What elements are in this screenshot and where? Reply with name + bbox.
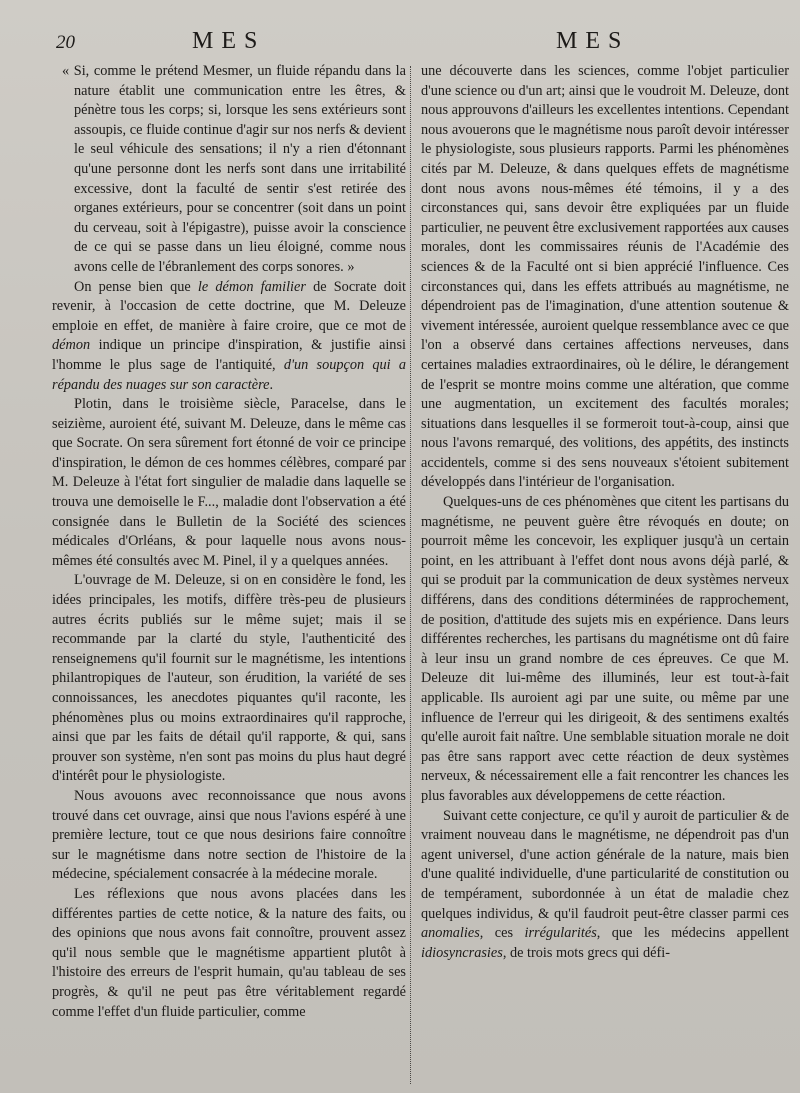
right-column	[421, 62, 789, 963]
italic-run: d'un soupçon qui a répandu des nuages sur son caractère	[52, 356, 406, 393]
italic-run: anomalies	[421, 925, 480, 942]
text-run: indique un principe d'inspiration, & justifie ainsi l'homme le plus sage de l'antiquité,	[52, 337, 406, 373]
text-run: , que les médecins appellent	[596, 925, 789, 942]
running-header	[0, 28, 800, 56]
italic-run: irrégularités	[524, 925, 597, 942]
text-run: de Socrate doit revenir, à l'occasion de cette doctrine, que M. Deleuze emploie en effet, de manière à faire croire, que ce mot de	[52, 278, 406, 334]
text-run: , ces	[479, 925, 525, 942]
paragraph-continued: une découverte dans les sciences, comme l'objet particulier d'une science ou d'un art; ainsi que le voudroit M. Deleuze, dont nous approuvons d'ailleurs les excellentes intentions. Cependant nous avouerons que le magnétisme nous paroît devoir intéresser le physiologiste, sous plusieurs rapports. Parmi les phénomènes cités par M. Deleuze, & dans quelques effets de magnétisme dont nous avons nous-mêmes été témoins, il y a des circonstances qui, sans devoir être expliquées par un fluide particulier, ne peuvent être exclusivement rapportées aux causes morales, dont les commissaires réunis de l'Académie des sciences & de la Faculté ont si bien apprécié l'influence. Ces circonstances qui, dans les effets attribués au magnétisme, ne dépendroient pas de l'imagination, d'une attention soutenue & vivement intéressée, auroient quelque ressemblance avec ce que l'on a observé dans certaines affections nerveuses, dans certaines maladies extraordinaires, où le délire, le dérangement de l'esprit se montre moins comme une altération, que comme une augmentation, un excitement des facultés morales; situations dans lesquelles il se formeroit tout-à-coup, ainsi que nous l'avons remarqué, des volitions, des appétits, des instincts accidentels, comme si des sens nouveaux s'étoient subitement développés dans l'intérieur de l'organisation.	[421, 63, 789, 491]
text-run: On pense bien que	[74, 278, 198, 295]
italic-run: le démon familier	[197, 278, 306, 295]
italic-run: idiosyncrasies	[421, 944, 503, 961]
running-title-right: MES	[556, 28, 630, 54]
italic-run: démon	[52, 337, 91, 354]
left-column	[52, 62, 406, 1022]
text-run: .	[269, 376, 274, 393]
paragraph: Les réflexions que nous avons placées dans les différentes parties de cette notice, & la nature des faits, ou des opinions que nous avons fait connoître, prouvent assez qu'il nous semble que le magnétisme appartient plutôt à l'histoire des erreurs de l'esprit humain, qu'au tableau de ses progrès, & qu'il ne peut pas être véritablement regardé comme l'effet d'un fluide particulier, comme	[52, 885, 406, 1020]
text-run: Suivant cette conjecture, ce qu'il y auroit de particulier & de vraiment nouveau dans le magnétisme, ne dépendroit pas d'un agent universel, d'une action générale de la nature, mais bien d'une qualité individuelle, d'une particularité de constitution ou de tempérament, subordonnée à un état de maladie chez quelques individus, & qu'il faudroit peut-être classer parmi ces	[421, 807, 789, 922]
paragraph	[421, 807, 789, 964]
paragraph: L'ouvrage de M. Deleuze, si on en considère le fond, les idées principales, les motifs, diffère très-peu de plusieurs autres écrits publiés sur le même sujet; mais il se recommande par la clarté du style, l'authenticité des renseignemens qu'il fournit sur le magnétisme, les intentions philantropiques de l'auteur, son érudition, la variété de ses connoissances, les anecdotes piquantes qu'il raconte, les phénomènes plus ou moins extraordinaires qu'il rapproche, ainsi que par les faits de détail qu'il rapporte, & qui, sans prouver son système, n'en sont pas moins du plus haut degré d'intérêt pour le physiologiste.	[52, 572, 406, 785]
running-title-left: MES	[192, 28, 266, 54]
page-number: 20	[56, 32, 75, 53]
paragraph: Plotin, dans le troisième siècle, Paracelse, dans le seizième, auroient été, suivant M. Deleuze, dans le même cas que Socrate. On sera sûrement fort étonné de voir ce principe d'inspiration, le démon de ces hommes célèbres, comparé par M. Deleuze à l'état fort singulier de maladie dans laquelle se trouva une demoiselle le F..., maladie dont l'observation a été consignée dans le Bulletin de la Société des sciences médicales d'Orléans, & pour laquelle nous avons nous-mêmes été consultés avec M. Pinel, il y a quelques années.	[52, 396, 406, 569]
text-run: , de trois mots grecs qui défi-	[502, 944, 670, 961]
paragraph: Quelques-uns de ces phénomènes que citent les partisans du magnétisme, ne peuvent guère être révoqués en doute; on pourroit même les concevoir, les expliquer jusqu'à un certain point, en les attribuant à l'effet dont nous avons déjà parlé, & qui se produit par la communication de deux systèmes nerveux différens, dans des conditions déterminées de rapprochement, de position, d'attitude des sujets mis en expérience. Dans leurs différentes recherches, les partisans du magnétisme ont dû faire à leur insu un grand nombre de ces épreuves. Ce que M. Deleuze dit lui-même des illuminés, leur est tout-à-fait applicable. Ils auroient agi par une suite, ou même par une influence de l'erreur qui les dirigeoit, & des sentimens exaltés qu'elle auroit fait naître. Une semblable situation morale ne doit pas être sans rapport avec cette réaction de deux systèmes nerveux, & nécessairement elle a fait rencontrer les chances les plus favorables aux développemens de cette réaction.	[421, 494, 789, 804]
paragraph	[52, 278, 406, 396]
mesmer-quotation: « Si, comme le prétend Mesmer, un fluide répandu dans la nature établit une communication entre les êtres, & pénètre tous les corps; si, lorsque les sens extérieurs sont assoupis, ce fluide continue d'agir sur nos nerfs & devient le seul véhicule des sensations; il n'y a rien d'étonnant qu'une personne dont les nerfs sont dans une irritabilité excessive, dont la faculté de sentir s'est retirée des organes extérieurs, pour se concentrer (soit dans un point du cerveau, soit à l'épigastre), puisse avoir la conscience de ce qui se passe dans un lieu éloigné, comme nous avons celle de l'ébranlement des corps sonores. »	[62, 63, 406, 275]
column-divider	[410, 66, 411, 1084]
paragraph: Nous avouons avec reconnoissance que nous avons trouvé dans cet ouvrage, ainsi que nous l'avions espéré à une première lecture, tout ce que nous desirions faire connoître sur le magnétisme dans notre section de l'histoire de la médecine, spécialement consacrée à la médecine morale.	[52, 787, 406, 883]
